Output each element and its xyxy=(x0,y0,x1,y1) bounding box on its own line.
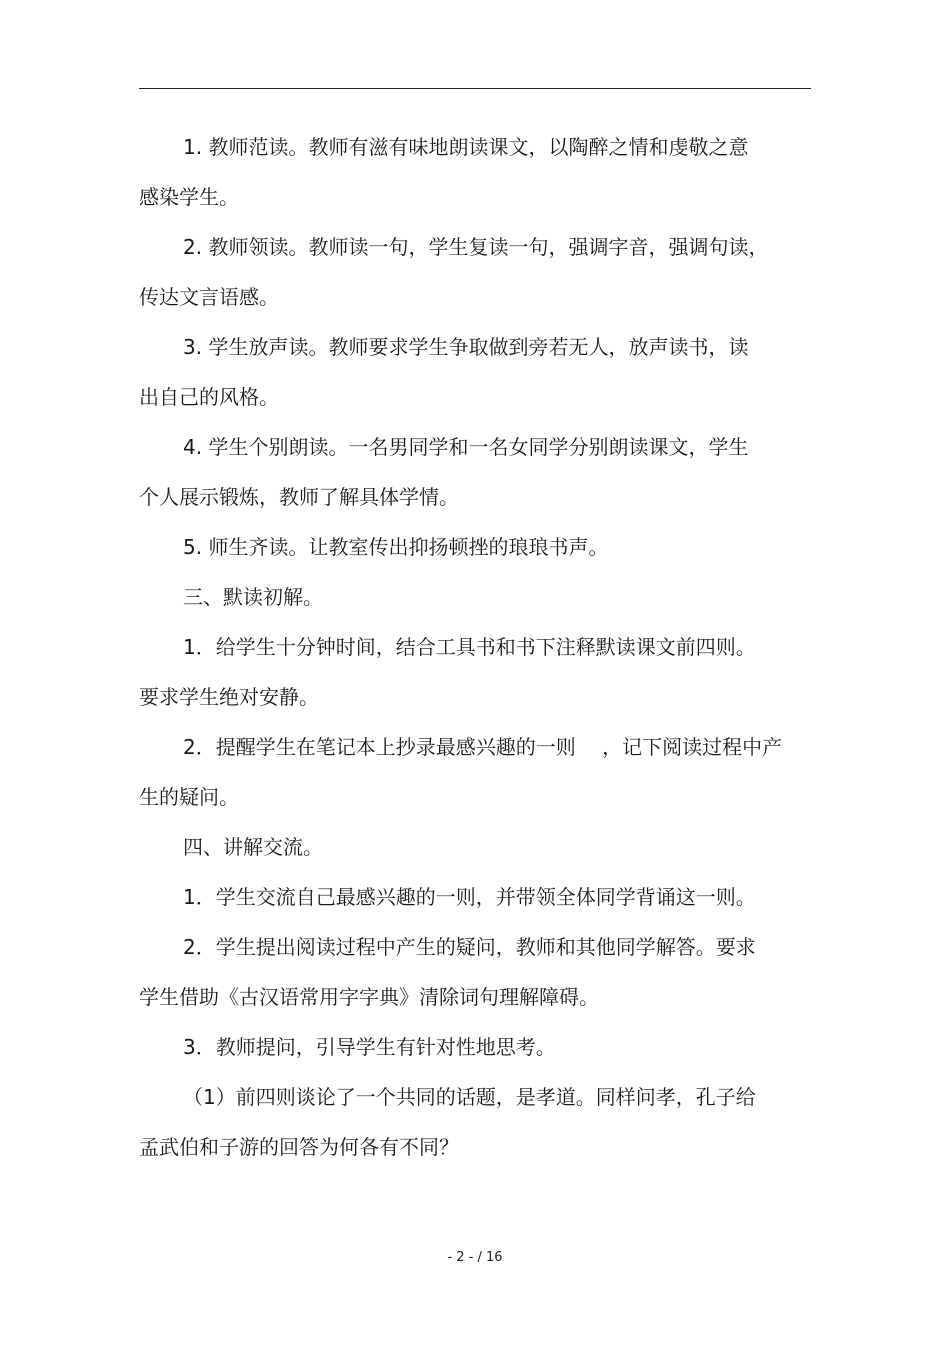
section-heading-4 xyxy=(139,822,811,872)
text-line: （1）前四则谈论了一个共同的话题，是孝道。同样问孝，孔子给 xyxy=(183,1085,756,1109)
text-line: 个人展示锻炼，教师了解具体学情。 xyxy=(139,485,459,509)
paragraph-4 xyxy=(139,422,811,522)
page-number: - 2 - / 16 xyxy=(447,1250,503,1265)
paragraph-8 xyxy=(139,722,811,822)
heading-line: 四、讲解交流。 xyxy=(183,835,323,859)
paragraph-1 xyxy=(139,122,811,222)
text-line: 4. 学生个别朗读。一名男同学和一名女同学分别朗读课文，学生 xyxy=(183,435,749,459)
paragraph-2 xyxy=(139,222,811,322)
text-line: 2. 教师领读。教师读一句，学生复读一句，强调字音，强调句读， xyxy=(183,235,769,259)
heading-line: 三、默读初解。 xyxy=(183,585,323,609)
text-line: 3．教师提问，引导学生有针对性地思考。 xyxy=(183,1035,556,1059)
paragraph-11 xyxy=(139,922,811,1022)
paragraph-7 xyxy=(139,622,811,722)
text-line: 学生借助《古汉语常用字字典》清除词句理解障碍。 xyxy=(139,985,599,1009)
paragraph-12 xyxy=(139,1022,811,1072)
text-line: 2．学生提出阅读过程中产生的疑问，教师和其他同学解答。要求 xyxy=(183,935,756,959)
text-line: 1．给学生十分钟时间，结合工具书和书下注释默读课文前四则。 xyxy=(183,635,756,659)
text-line: 2．提醒学生在笔记本上抄录最感兴趣的一则 ，记下阅读过程中产 xyxy=(183,735,783,759)
paragraph-3 xyxy=(139,322,811,422)
paragraph-13 xyxy=(139,1072,811,1172)
text-line: 孟武伯和子游的回答为何各有不同？ xyxy=(139,1135,459,1159)
text-line: 出自己的风格。 xyxy=(139,385,279,409)
text-line: 传达文言语感。 xyxy=(139,285,279,309)
text-line: 5. 师生齐读。让教室传出抑扬顿挫的琅琅书声。 xyxy=(183,535,609,559)
text-line: 1. 教师范读。教师有滋有味地朗读课文，以陶醉之情和虔敬之意 xyxy=(183,135,749,159)
paragraph-10 xyxy=(139,872,811,922)
header-rule xyxy=(139,88,811,89)
text-line: 感染学生。 xyxy=(139,185,239,209)
text-line: 要求学生绝对安静。 xyxy=(139,685,319,709)
section-heading-3 xyxy=(139,572,811,622)
text-line: 1．学生交流自己最感兴趣的一则，并带领全体同学背诵这一则。 xyxy=(183,885,756,909)
text-line: 生的疑问。 xyxy=(139,785,239,809)
paragraph-5 xyxy=(139,522,811,572)
text-line: 3. 学生放声读。教师要求学生争取做到旁若无人，放声读书，读 xyxy=(183,335,749,359)
document-body xyxy=(139,122,811,1172)
